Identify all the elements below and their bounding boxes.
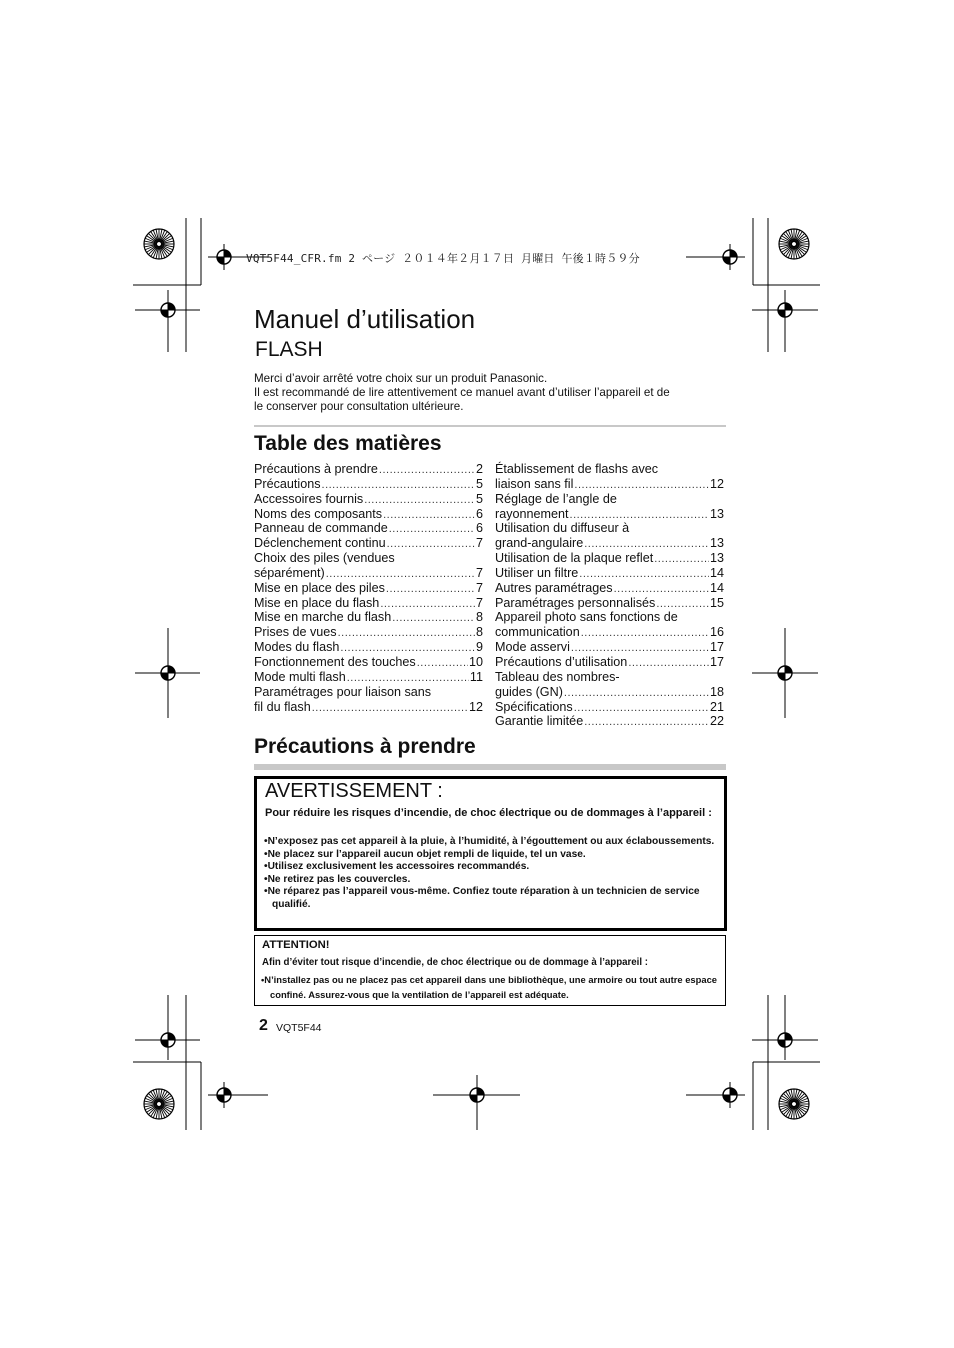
toc-entry-page: 22 — [709, 714, 724, 729]
toc-leader-dots — [347, 670, 469, 686]
toc-leader-dots — [386, 581, 475, 597]
toc-entry-label: Prises de vues — [254, 625, 337, 640]
toc-entry-label: Utilisation du diffuseur à — [495, 521, 630, 536]
toc-entry — [254, 566, 483, 581]
bullet-item: • Ne retirez pas les couvercles. — [264, 874, 722, 887]
attention-title: ATTENTION! — [262, 939, 330, 951]
toc-entry — [254, 462, 483, 477]
warning-box — [254, 776, 727, 931]
intro-line: Merci d’avoir arrêté votre choix sur un produit Panasonic. — [254, 372, 548, 385]
toc-entry — [495, 462, 724, 477]
toc-entry — [495, 670, 724, 685]
warning-lead: Pour réduire les risques d’incendie, de choc électrique ou de dommages à l’appareil : — [265, 807, 712, 819]
toc-leader-dots — [322, 477, 475, 493]
toc-entry-page: 7 — [475, 595, 483, 610]
product-subtitle: FLASH — [255, 338, 323, 361]
toc-entry-label: Autres paramétrages — [495, 580, 613, 595]
toc-entry-page: 7 — [475, 565, 483, 580]
toc-entry — [254, 492, 483, 507]
toc-entry-page: 12 — [468, 699, 483, 714]
toc-entry — [495, 655, 724, 670]
toc-entry — [495, 536, 724, 551]
attention-list — [261, 972, 721, 1002]
toc-entry — [495, 521, 724, 536]
toc-entry — [254, 625, 483, 640]
toc-leader-dots — [380, 596, 475, 612]
toc-entry-label: Mise en place des piles — [254, 580, 385, 595]
toc-entry-page: 7 — [475, 580, 483, 595]
toc-entry-label: Mise en marche du flash — [254, 610, 392, 625]
toc-entry — [495, 566, 724, 581]
toc-leader-dots — [579, 566, 709, 582]
toc-entry-label: Modes du flash — [254, 640, 340, 655]
section-divider — [254, 425, 726, 427]
toc-entry — [495, 551, 724, 566]
toc-entry-label: Paramétrages personnalisés — [495, 595, 656, 610]
toc-entry-page: 14 — [709, 565, 724, 580]
toc-entry-label: séparément) — [254, 565, 325, 580]
toc-leader-dots — [338, 625, 475, 641]
file-info-header: VQT5F44_CFR.fm 2 ページ ２０１４年２月１７日 月曜日 午後１時５９分 — [246, 252, 640, 265]
toc-entry — [495, 596, 724, 611]
toc-entry-label: Tableau des nombres- — [495, 669, 620, 684]
toc-entry — [254, 700, 483, 715]
toc-leader-dots — [656, 596, 709, 612]
toc-entry-label: Mode multi flash — [254, 669, 346, 684]
toc-leader-dots — [364, 492, 475, 508]
toc-heading: Table des matières — [254, 432, 442, 455]
toc-entry — [495, 610, 724, 625]
toc-leader-dots — [584, 536, 709, 552]
toc-entry — [254, 477, 483, 492]
toc-leader-dots — [571, 640, 709, 656]
toc-entry-label: communication — [495, 625, 580, 640]
toc-entry-page: 17 — [709, 654, 724, 669]
toc-entry — [254, 670, 483, 685]
toc-entry-label: Panneau de commande — [254, 521, 388, 536]
warning-title: AVERTISSEMENT : — [265, 780, 443, 802]
toc-leader-dots — [389, 521, 475, 537]
document-code: VQT5F44 — [276, 1022, 322, 1034]
toc-leader-dots — [584, 714, 709, 730]
toc-entry — [254, 521, 483, 536]
toc-entry-label: Précautions — [254, 476, 321, 491]
intro-line: le conserver pour consultation ultérieure. — [254, 400, 464, 413]
toc-entry-page: 7 — [475, 536, 483, 551]
toc-leader-dots — [312, 700, 468, 716]
toc-leader-dots — [614, 581, 709, 597]
toc-entry-label: Déclenchement continu — [254, 536, 386, 551]
precautions-heading: Précautions à prendre — [254, 735, 476, 758]
toc-leader-dots — [340, 640, 475, 656]
toc-entry-page: 14 — [709, 580, 724, 595]
toc-entry-page: 13 — [709, 506, 724, 521]
toc-entry-label: Précautions d’utilisation — [495, 654, 628, 669]
toc-entry-label: Réglage de l’angle de — [495, 491, 617, 506]
intro-line: Il est recommandé de lire attentivement ce manuel avant d’utiliser l’appareil et de — [254, 386, 670, 399]
toc-entry-page: 5 — [475, 491, 483, 506]
toc-entry-label: fil du flash — [254, 699, 311, 714]
toc-entry-page: 11 — [469, 669, 483, 684]
toc-entry-label: Mode asservi — [495, 640, 570, 655]
toc-leader-dots — [417, 655, 468, 671]
toc-entry-label: Utilisation de la plaque reflet — [495, 551, 654, 566]
toc-column-right — [495, 462, 724, 729]
toc-leader-dots — [570, 507, 709, 523]
toc-entry-page: 13 — [709, 536, 724, 551]
toc-entry-page: 5 — [475, 476, 483, 491]
toc-entry-page: 10 — [468, 654, 483, 669]
toc-entry-label: Accessoires fournis — [254, 491, 364, 506]
toc-entry-label: Choix des piles (vendues — [254, 551, 395, 566]
toc-entry-page: 17 — [709, 640, 724, 655]
toc-entry-page: 2 — [475, 462, 483, 476]
toc-entry-label: Utiliser un filtre — [495, 565, 579, 580]
toc-entry — [495, 477, 724, 492]
page-number: 2 — [259, 1017, 268, 1034]
toc-entry — [254, 596, 483, 611]
toc-entry-label: Appareil photo sans fonctions de — [495, 610, 678, 625]
toc-entry-label: Établissement de flashs avec — [495, 462, 659, 476]
toc-leader-dots — [654, 551, 709, 567]
page-title: Manuel d’utilisation — [254, 304, 476, 334]
toc-entry-page: 8 — [475, 610, 483, 625]
toc-column-left — [254, 462, 483, 714]
toc-entry-label: Noms des composants — [254, 506, 383, 521]
toc-leader-dots — [326, 566, 475, 582]
toc-entry-label: guides (GN) — [495, 684, 563, 699]
attention-box — [254, 935, 726, 1006]
toc-entry — [254, 685, 483, 700]
toc-entry-page: 16 — [709, 625, 724, 640]
bullet-item: • Ne réparez pas l’appareil vous-même. Confiez toute réparation à un technicien de service qualifié. — [264, 886, 722, 911]
toc-leader-dots — [628, 655, 709, 671]
bullet-item: • Utilisez exclusivement les accessoires recommandés. — [264, 861, 722, 874]
toc-entry-page: 15 — [709, 595, 724, 610]
toc-entry-page: 18 — [709, 684, 724, 699]
toc-entry-label: rayonnement — [495, 506, 569, 521]
toc-entry — [254, 507, 483, 522]
toc-entry — [254, 536, 483, 551]
toc-entry — [495, 714, 724, 729]
toc-entry-label: Paramétrages pour liaison sans — [254, 684, 432, 699]
toc-entry-page: 9 — [475, 640, 483, 655]
toc-entry — [254, 610, 483, 625]
toc-leader-dots — [581, 625, 709, 641]
toc-entry — [495, 492, 724, 507]
toc-entry — [495, 685, 724, 700]
toc-entry — [254, 655, 483, 670]
toc-leader-dots — [379, 462, 475, 478]
toc-entry-label: Fonctionnement des touches — [254, 654, 416, 669]
toc-entry-label: Spécifications — [495, 699, 573, 714]
toc-entry-page: 13 — [709, 551, 724, 566]
toc-entry-page: 21 — [709, 699, 724, 714]
toc-entry — [495, 640, 724, 655]
attention-lead: Afin d’éviter tout risque d’incendie, de choc électrique ou de dommage à l’appareil : — [262, 957, 648, 968]
toc-leader-dots — [574, 477, 709, 493]
toc-leader-dots — [392, 610, 475, 626]
bullet-item: • N’installez pas ou ne placez pas cet appareil dans une bibliothèque, une armoire ou tout autre espace confiné. Assurez-vous que la ventilation de l’appareil est adéquate. — [261, 972, 721, 1002]
toc-leader-dots — [574, 700, 709, 716]
toc-leader-dots — [387, 536, 475, 552]
toc-entry — [495, 581, 724, 596]
warning-list — [264, 836, 722, 912]
bullet-item: • Ne placez sur l’appareil aucun objet rempli de liquide, tel un vase. — [264, 849, 722, 862]
toc-entry — [254, 581, 483, 596]
toc-entry — [495, 507, 724, 522]
toc-entry — [254, 551, 483, 566]
toc-entry-page: 6 — [475, 506, 483, 521]
toc-entry-page: 6 — [475, 521, 483, 536]
toc-entry-label: grand-angulaire — [495, 536, 584, 551]
toc-entry-label: Garantie limitée — [495, 714, 584, 729]
bullet-item: • N’exposez pas cet appareil à la pluie, à l’humidité, à l’égouttement ou aux éclaboussements. — [264, 836, 722, 849]
toc-entry-page: 12 — [709, 476, 724, 491]
toc-entry — [495, 700, 724, 715]
section-divider — [254, 764, 726, 770]
toc-leader-dots — [564, 685, 709, 701]
toc-leader-dots — [383, 507, 475, 523]
intro-paragraph — [254, 372, 726, 414]
toc-entry-label: Précautions à prendre — [254, 462, 378, 476]
toc-entry-label: Mise en place du flash — [254, 595, 380, 610]
toc-entry — [495, 625, 724, 640]
toc-entry — [254, 640, 483, 655]
toc-entry-label: liaison sans fil — [495, 476, 574, 491]
toc-entry-page: 8 — [475, 625, 483, 640]
